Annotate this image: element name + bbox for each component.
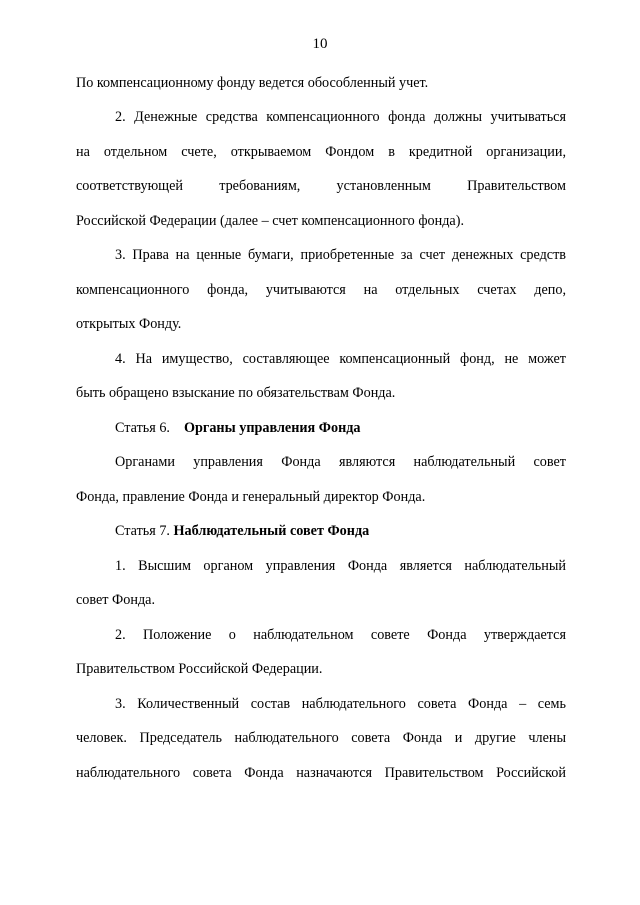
text-line: Правительством Российской Федерации. [76,661,323,677]
page-number: 10 [312,36,328,52]
text-line: на отдельном счете, открываемом Фондом в кредитной организации, [76,144,566,160]
article-6-label: Статья 6. [115,420,170,436]
article-6-title: Органы управления Фонда [183,420,361,436]
text-line: По компенсационному фонду ведется обособленный учет. [76,75,429,91]
text-line: соответствующей требованиям, установленным Правительством [76,178,566,194]
article-7-heading [115,522,566,540]
text-line: Фонда, правление Фонда и генеральный директор Фонда. [76,489,426,505]
text-line: 1. Высшим органом управления Фонда является наблюдательный [115,558,566,574]
text-line: Органами управления Фонда являются наблюдательный совет [115,454,566,470]
text-line: 4. На имущество, составляющее компенсационный фонд, не может [115,351,566,367]
text-line: открытых Фонду. [76,316,182,332]
text-line: 3. Права на ценные бумаги, приобретенные за счет денежных средств [115,247,566,263]
article-6-heading [115,419,566,437]
text-line: человек. Председатель наблюдательного совета Фонда и другие члены [76,730,566,746]
text-line: 3. Количественный состав наблюдательного совета Фонда – семь [115,696,566,712]
text-line: 2. Денежные средства компенсационного фонда должны учитываться [115,109,566,125]
text-line: компенсационного фонда, учитываются на отдельных счетах депо, [76,282,566,298]
article-7-label: Статья 7. [115,523,170,539]
text-line: совет Фонда. [76,592,156,608]
article-7-title: Наблюдательный совет Фонда [173,523,370,539]
text-line: 2. Положение о наблюдательном совете Фонда утверждается [115,627,566,643]
text-line: наблюдательного совета Фонда назначаются Правительством Российской [76,765,566,781]
text-line: Российской Федерации (далее – счет компенсационного фонда). [76,213,464,229]
text-line: быть обращено взыскание по обязательствам Фонда. [76,385,396,401]
